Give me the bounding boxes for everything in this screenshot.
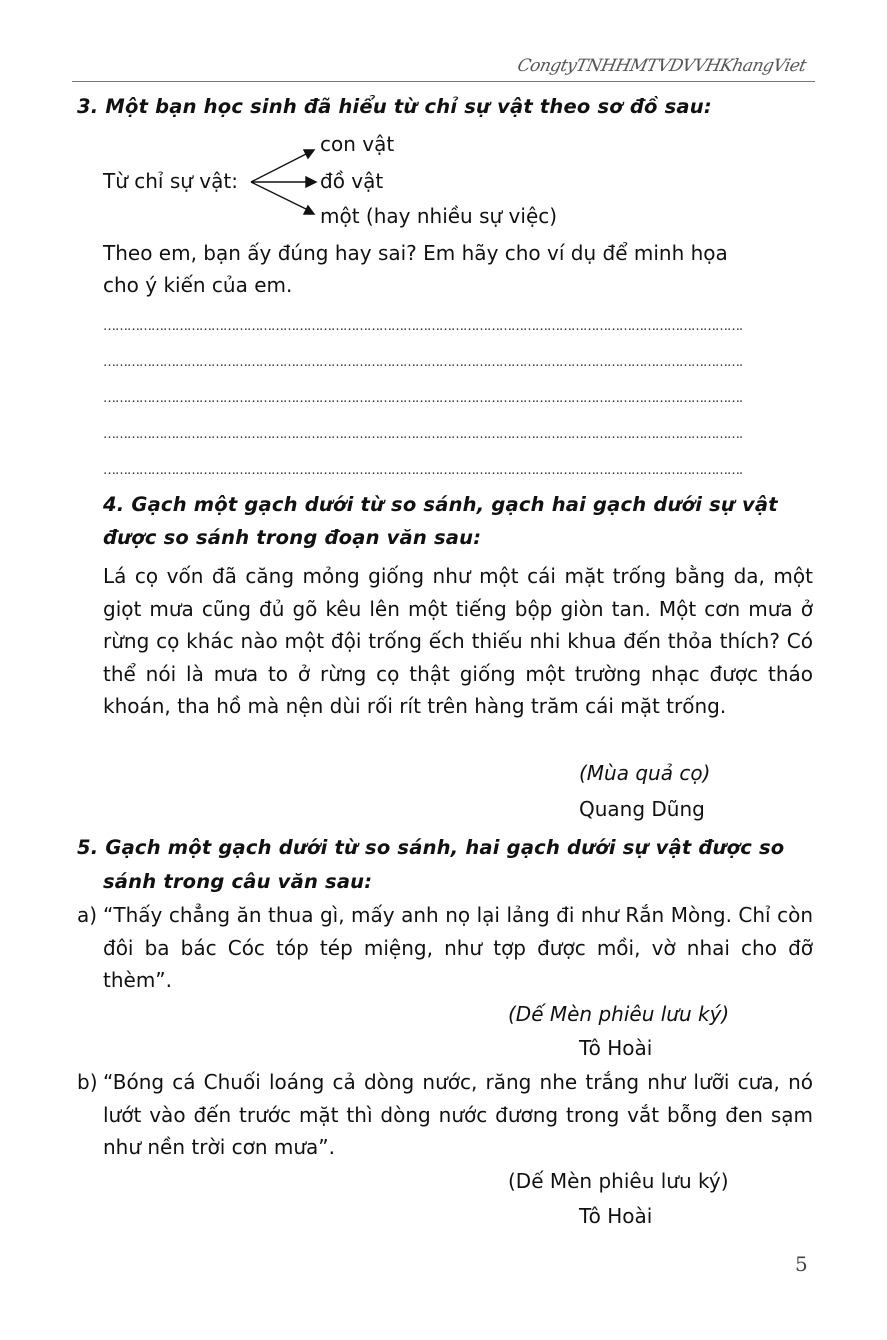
answer-dotted-line[interactable]: ……………………………………………………………………………………………………………………………………………. [103, 464, 743, 478]
arrow-line-3 [251, 182, 308, 210]
q4-source-author: Quang Dũng [579, 797, 705, 821]
q5a-label: a) [77, 903, 98, 927]
q3-title: 3. Một bạn học sinh đã hiểu từ chỉ sự vật theo sơ đồ sau: [77, 95, 712, 118]
q3-prompt-line1: Theo em, bạn ấy đúng hay sai? Em hãy cho ví dụ để minh họa [103, 241, 728, 265]
q5-title-line2: sánh trong câu văn sau: [103, 870, 373, 893]
q4-passage: Lá cọ vốn đã căng mỏng giống như một cái mặt trống bằng da, một giọt mưa cũng đủ gõ kêu lên một tiếng bộp giòn tan. Một cơn mưa ở rừng cọ khác nào một đội trống ếch thiếu nhi khua đến thỏa thích? Có thể nói là mưa to ở rừng cọ thật giống một trường nhạc được tháo khoán, tha hồ mà nện dùi rối rít trên hàng trăm cái mặt trống. [103, 564, 813, 718]
q5a-source-author: Tô Hoài [579, 1036, 653, 1060]
arrowhead-2 [306, 177, 316, 187]
page-number: 5 [795, 1252, 808, 1276]
q5a-text: “Thấy chẳng ăn thua gì, mấy anh nọ lại lảng đi như Rắn Mòng. Chỉ còn đôi ba bác Cóc tóp tép miệng, như tợp được mồi, vờ nhai cho đỡ thèm”. [103, 903, 813, 992]
answer-dotted-line[interactable]: ……………………………………………………………………………………………………………………………………………. [103, 356, 743, 370]
answer-dotted-line[interactable]: ……………………………………………………………………………………………………………………………………………. [103, 320, 743, 334]
arrow-line-1 [251, 153, 308, 182]
q5b-source-title: (Dế Mèn phiêu lưu ký) [508, 1169, 729, 1193]
answer-dotted-line[interactable]: ……………………………………………………………………………………………………………………………………………. [103, 392, 743, 406]
diagram-branch-1: con vật [320, 132, 395, 156]
q5-title-line1: 5. Gạch một gạch dưới từ so sánh, hai gạch dưới sự vật được so [77, 836, 785, 859]
q4-source-title: (Mùa quả cọ) [579, 761, 711, 785]
header-rule [72, 81, 815, 82]
q5b-text: “Bóng cá Chuối loáng cả dòng nước, răng nhe trắng như lưỡi cưa, nó lướt vào đến trước mặt thì dòng nước đương trong vắt bỗng đen sạm như nền trời cơn mưa”. [103, 1070, 813, 1159]
arrowhead-3 [304, 206, 314, 214]
answer-dotted-line[interactable]: ……………………………………………………………………………………………………………………………………………. [103, 428, 743, 442]
q4-title-line1: 4. Gạch một gạch dưới từ so sánh, gạch hai gạch dưới sự vật [103, 493, 778, 516]
q5b-label: b) [77, 1070, 98, 1094]
q5b-source-author: Tô Hoài [579, 1204, 653, 1228]
diagram-root-label: Từ chỉ sự vật: [103, 169, 238, 193]
diagram-arrows [248, 140, 320, 224]
header-publisher: CongtyTNHHMTVDVVHKhangViet [515, 56, 808, 76]
q5a-source-title: (Dế Mèn phiêu lưu ký) [508, 1002, 730, 1026]
arrowhead-1 [304, 150, 314, 158]
q3-prompt-line2: cho ý kiến của em. [103, 273, 293, 297]
diagram-branch-2: đồ vật [320, 169, 384, 193]
q4-title-line2: được so sánh trong đoạn văn sau: [103, 526, 482, 549]
diagram-branch-3: một (hay nhiều sự việc) [320, 204, 558, 228]
